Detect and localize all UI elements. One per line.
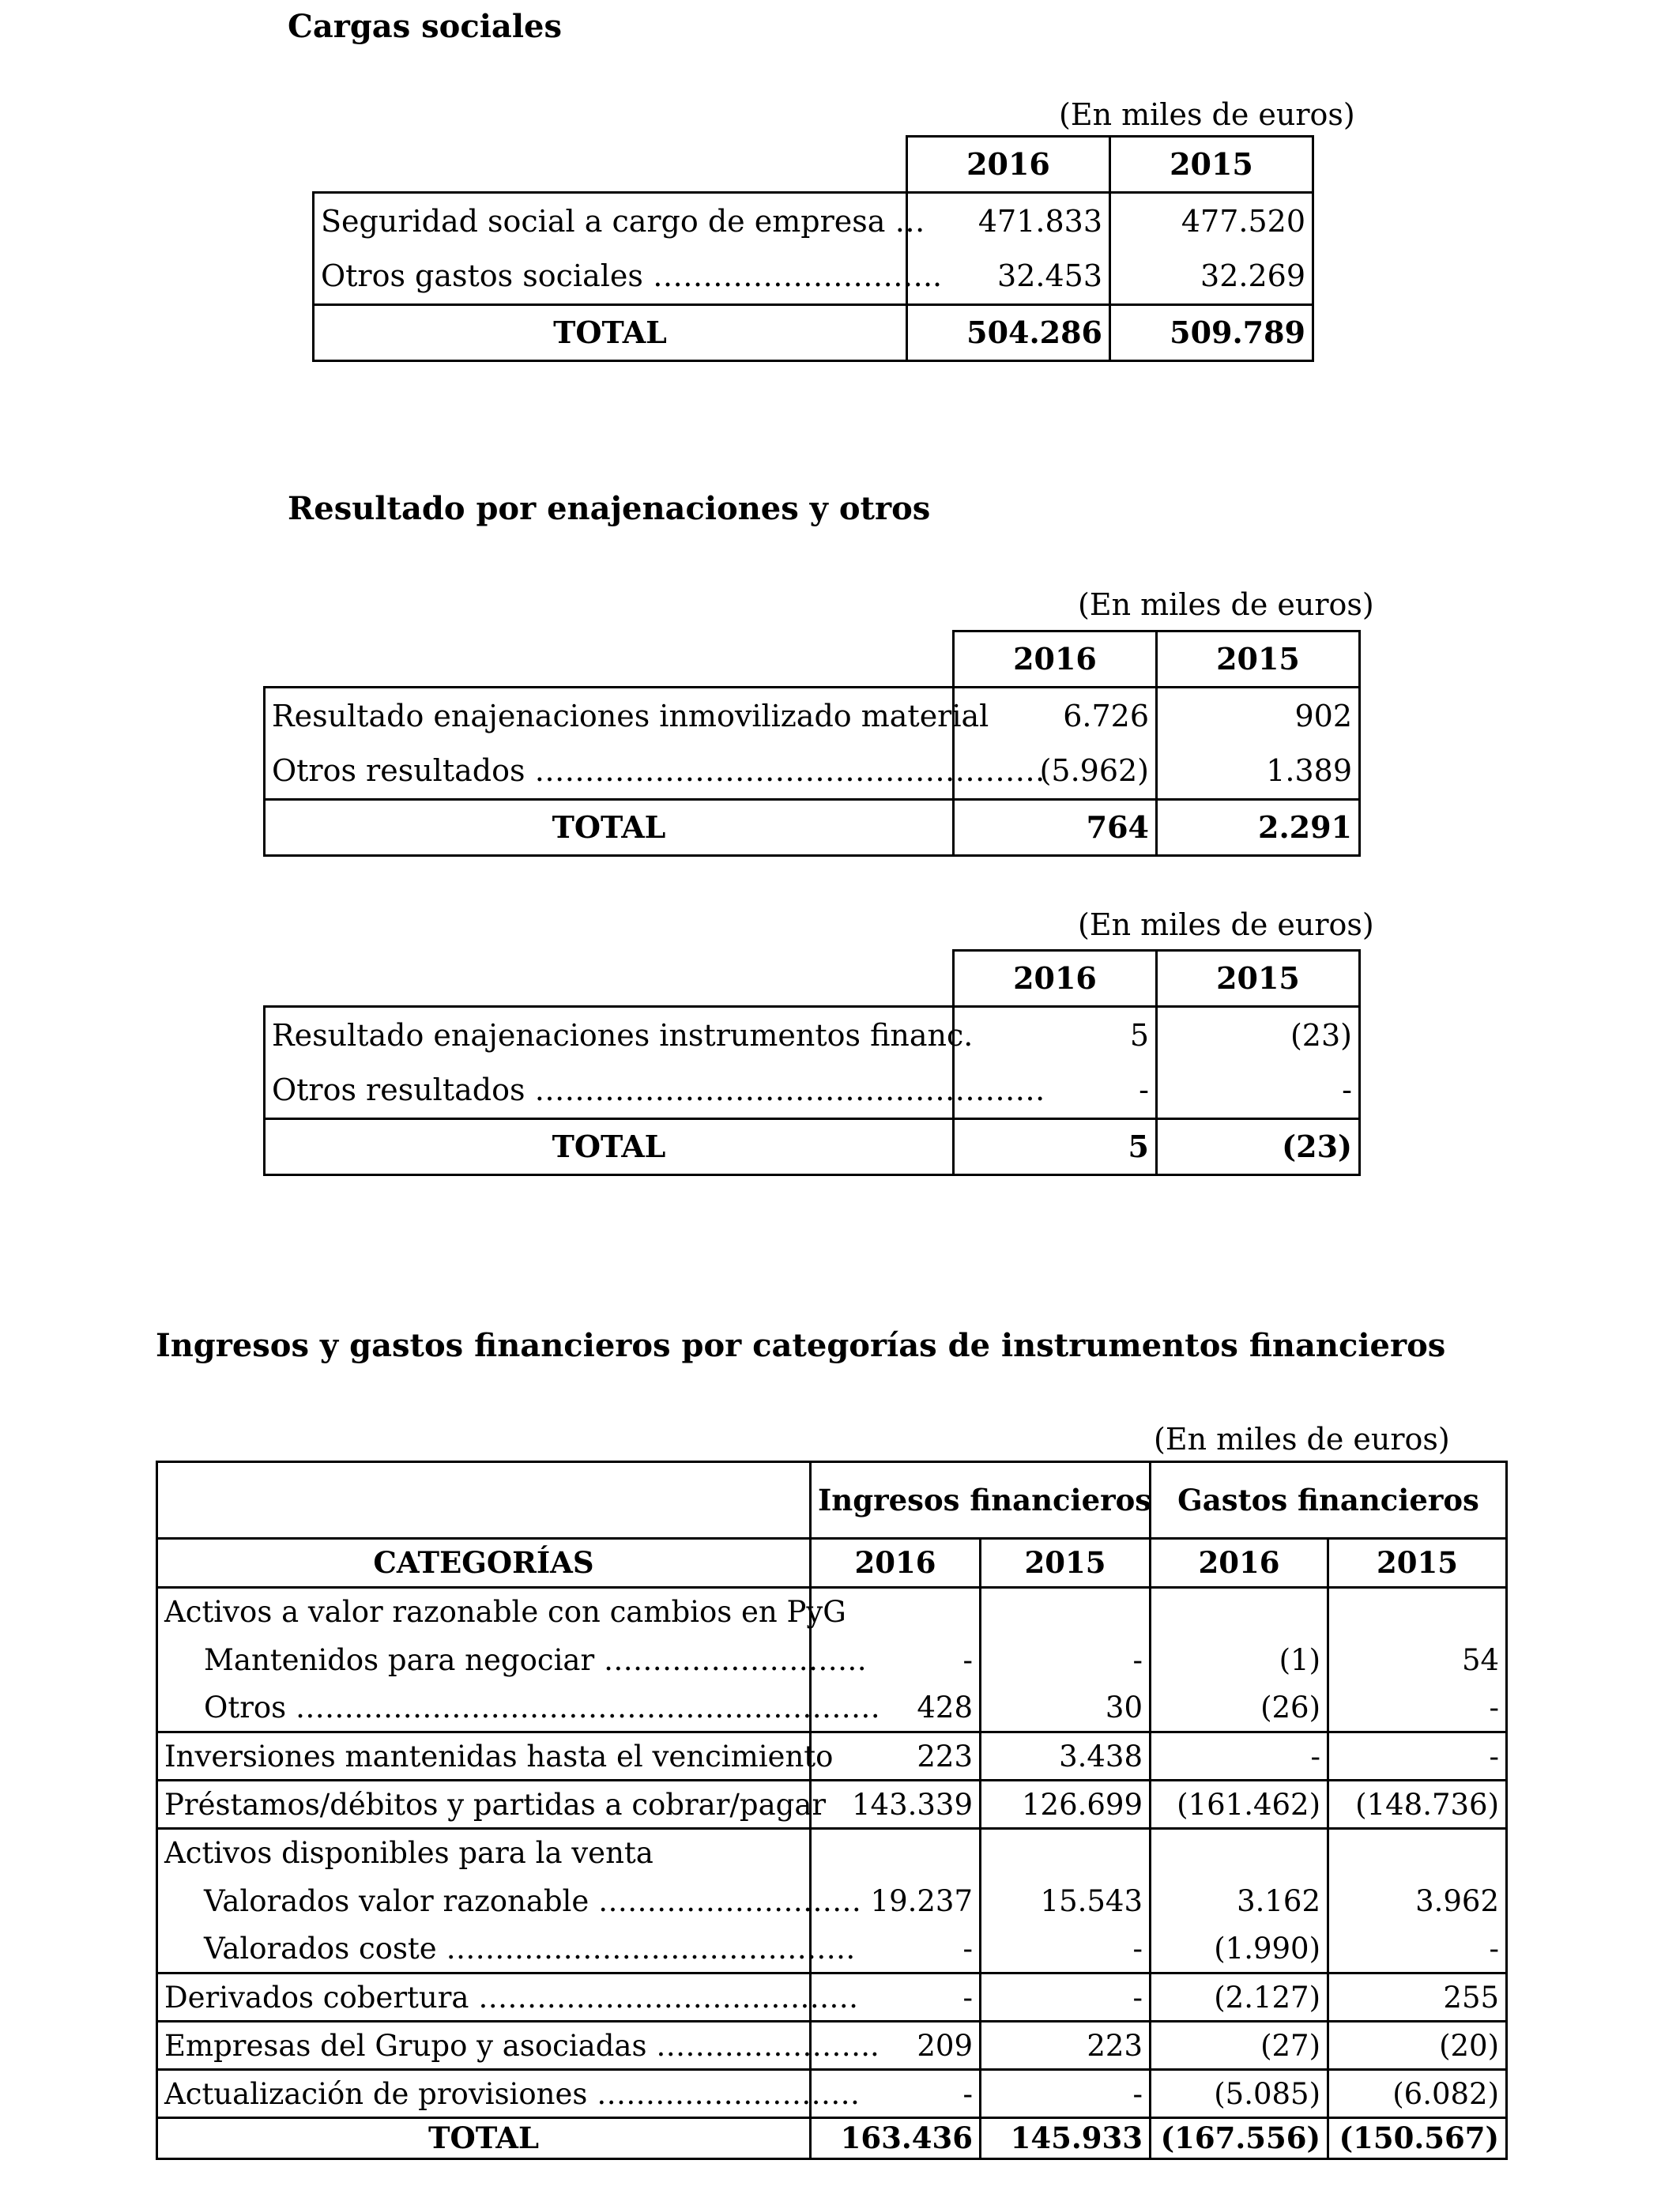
cell-value: 143.339: [811, 1781, 981, 1829]
cell-value: -: [981, 2070, 1151, 2118]
cell-value: 5: [954, 1007, 1157, 1063]
cell-value: 3.962: [1328, 1877, 1507, 1925]
cell-value: 30: [981, 1684, 1151, 1732]
cell-value: (5.085): [1151, 2070, 1328, 2118]
cell-value: [1151, 1588, 1328, 1636]
section-title-cargas: Cargas sociales: [288, 8, 562, 45]
cell-value: -: [1328, 1684, 1507, 1732]
cell-value: 255: [1328, 1973, 1507, 2022]
cell-value: (148.736): [1328, 1781, 1507, 1829]
row-label: Resultado enajenaciones instrumentos financ.: [265, 1007, 954, 1063]
cell-value: -: [811, 2070, 981, 2118]
total-value: 764: [954, 800, 1157, 856]
total-label: TOTAL: [314, 305, 907, 361]
cell-value: -: [981, 1925, 1151, 1973]
cell-value: 223: [811, 1732, 981, 1781]
units-note: (En miles de euros): [1078, 587, 1374, 622]
cell-value: 126.699: [981, 1781, 1151, 1829]
cell-value: (27): [1151, 2022, 1328, 2070]
cell-value: -: [1151, 1732, 1328, 1781]
year-header: 2016: [1151, 1539, 1328, 1588]
resultado-table-1: [263, 630, 1361, 857]
resultado-table-2: [263, 949, 1361, 1176]
units-note: (En miles de euros): [1154, 1422, 1450, 1457]
row-label: Inversiones mantenidas hasta el vencimiento: [157, 1732, 811, 1781]
cell-value: -: [954, 1063, 1157, 1119]
row-label: Activos disponibles para la venta: [157, 1829, 811, 1877]
total-value: 2.291: [1157, 800, 1360, 856]
cell-value: (1): [1151, 1636, 1328, 1684]
categorias-header: CATEGORÍAS: [157, 1539, 811, 1588]
cell-value: (26): [1151, 1684, 1328, 1732]
cell-value: 54: [1328, 1636, 1507, 1684]
cell-value: [1328, 1829, 1507, 1877]
financieros-table: [156, 1461, 1508, 2160]
row-label: Otros resultados ……………………………………………: [265, 744, 954, 800]
cell-value: 15.543: [981, 1877, 1151, 1925]
cargas-table: [312, 135, 1314, 362]
units-note: (En miles de euros): [1078, 907, 1374, 942]
row-label: Préstamos/débitos y partidas a cobrar/pagar: [157, 1781, 811, 1829]
cell-value: 1.389: [1157, 744, 1360, 800]
total-value: 509.789: [1110, 305, 1313, 361]
group-header-gastos: Gastos financieros: [1151, 1462, 1507, 1539]
cell-value: (161.462): [1151, 1781, 1328, 1829]
cell-value: [981, 1829, 1151, 1877]
cell-value: (1.990): [1151, 1925, 1328, 1973]
cell-value: [811, 1829, 981, 1877]
row-label: Otros resultados ……………………………………………: [265, 1063, 954, 1119]
cell-value: (6.082): [1328, 2070, 1507, 2118]
total-label: TOTAL: [157, 2118, 811, 2159]
total-label: TOTAL: [265, 1119, 954, 1175]
cell-value: 32.453: [907, 249, 1110, 305]
cell-value: -: [811, 1925, 981, 1973]
year-header: 2015: [1157, 951, 1360, 1007]
section-title-resultado: Resultado por enajenaciones y otros: [288, 490, 931, 527]
year-header: 2015: [1110, 137, 1313, 193]
cell-value: (20): [1328, 2022, 1507, 2070]
group-header-ingresos: Ingresos financieros: [811, 1462, 1151, 1539]
row-label: Otros ……………………………………………………: [157, 1684, 811, 1732]
row-label: Activos a valor razonable con cambios en PyG: [157, 1588, 811, 1636]
row-label: Empresas del Grupo y asociadas …………………..: [157, 2022, 811, 2070]
cell-value: 3.162: [1151, 1877, 1328, 1925]
cell-value: -: [1328, 1925, 1507, 1973]
row-label: Mantenidos para negociar ………………………: [157, 1636, 811, 1684]
row-label: Otros gastos sociales ………………………..: [314, 249, 907, 305]
year-header: 2015: [981, 1539, 1151, 1588]
year-header: 2016: [954, 631, 1157, 688]
year-header: 2015: [1157, 631, 1360, 688]
total-value: 163.436: [811, 2118, 981, 2159]
cell-value: 471.833: [907, 193, 1110, 249]
row-label: Valorados valor razonable ………………………: [157, 1877, 811, 1925]
cell-value: -: [981, 1973, 1151, 2022]
cell-value: 209: [811, 2022, 981, 2070]
cell-value: 19.237: [811, 1877, 981, 1925]
cell-value: (23): [1157, 1007, 1360, 1063]
total-value: 145.933: [981, 2118, 1151, 2159]
cell-value: 32.269: [1110, 249, 1313, 305]
cell-value: 477.520: [1110, 193, 1313, 249]
total-value: (23): [1157, 1119, 1360, 1175]
total-value: 5: [954, 1119, 1157, 1175]
row-label: Derivados cobertura …………………………………: [157, 1973, 811, 2022]
cell-value: -: [811, 1636, 981, 1684]
units-note: (En miles de euros): [1059, 97, 1355, 132]
cell-value: 902: [1157, 688, 1360, 744]
total-value: (167.556): [1151, 2118, 1328, 2159]
row-label: Actualización de provisiones ………………………: [157, 2070, 811, 2118]
cell-value: [1328, 1588, 1507, 1636]
cell-value: -: [981, 1636, 1151, 1684]
year-header: 2016: [811, 1539, 981, 1588]
row-label: Resultado enajenaciones inmovilizado material: [265, 688, 954, 744]
cell-value: -: [811, 1973, 981, 2022]
cell-value: 428: [811, 1684, 981, 1732]
cell-value: 223: [981, 2022, 1151, 2070]
cell-value: -: [1157, 1063, 1360, 1119]
cell-value: (5.962): [954, 744, 1157, 800]
total-value: 504.286: [907, 305, 1110, 361]
cell-value: -: [1328, 1732, 1507, 1781]
total-label: TOTAL: [265, 800, 954, 856]
row-label: Seguridad social a cargo de empresa …: [314, 193, 907, 249]
total-value: (150.567): [1328, 2118, 1507, 2159]
cell-value: [981, 1588, 1151, 1636]
cell-value: (2.127): [1151, 1973, 1328, 2022]
year-header: 2015: [1328, 1539, 1507, 1588]
year-header: 2016: [954, 951, 1157, 1007]
row-label: Valorados coste ……………………………………: [157, 1925, 811, 1973]
section-title-financieros: Ingresos y gastos financieros por categorías de instrumentos financieros: [156, 1327, 1446, 1364]
cell-value: 3.438: [981, 1732, 1151, 1781]
cell-value: 6.726: [954, 688, 1157, 744]
cell-value: [1151, 1829, 1328, 1877]
year-header: 2016: [907, 137, 1110, 193]
